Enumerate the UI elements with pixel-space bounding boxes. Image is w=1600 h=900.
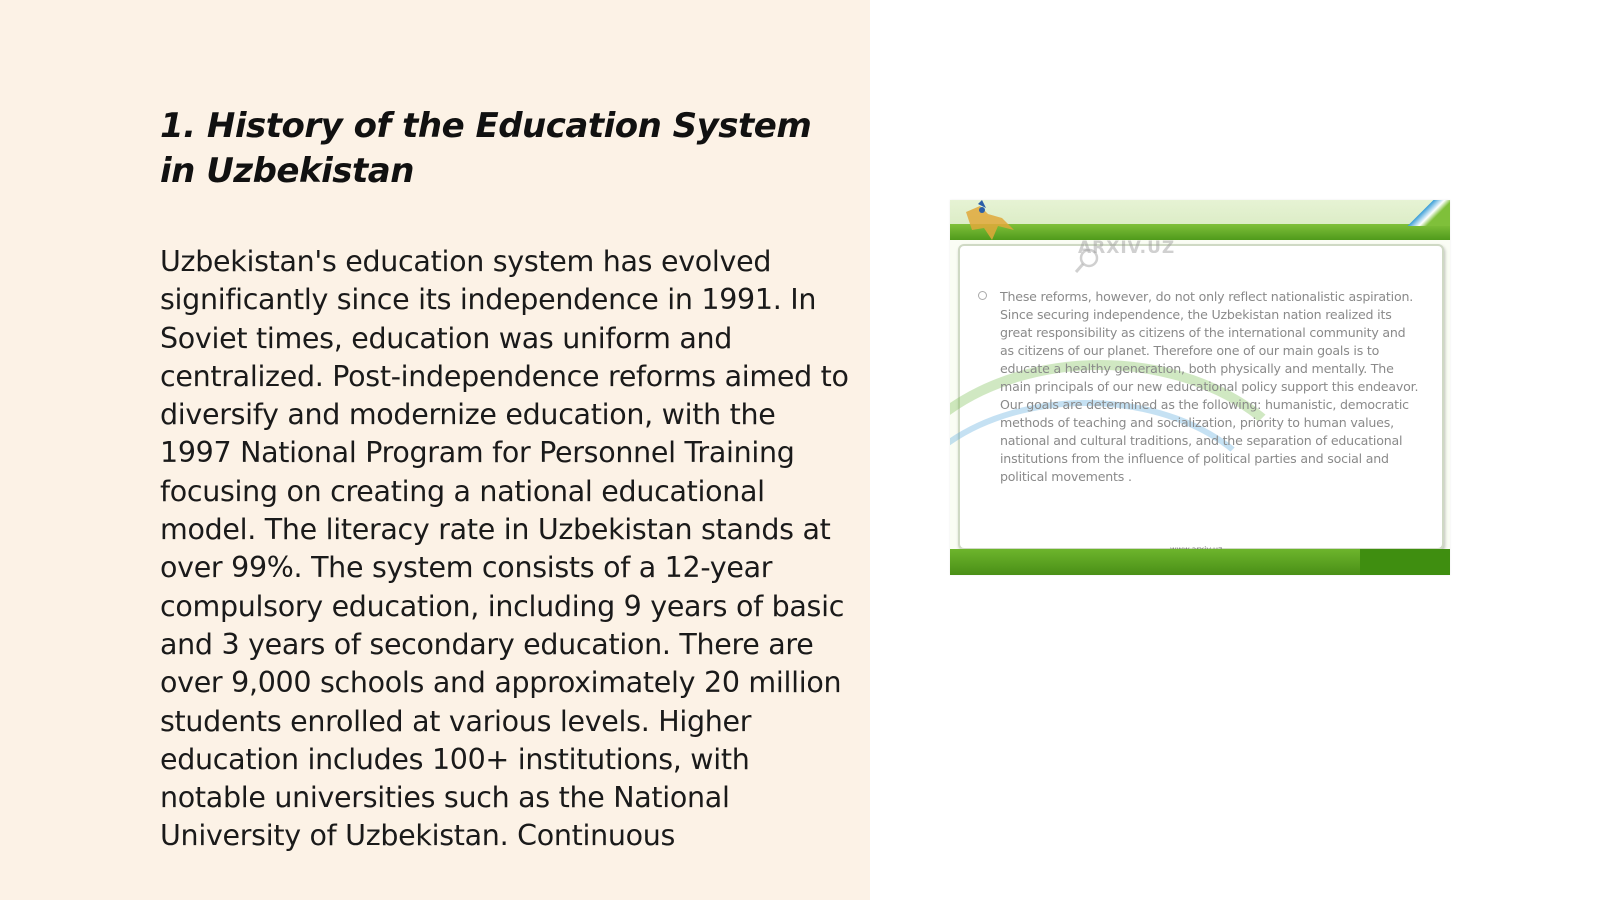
slide-title: 1. History of the Education System in Uzbekistan [160, 106, 812, 191]
embedded-slide-image [950, 200, 1450, 575]
image-bullet-icon [978, 291, 987, 300]
image-body-text: These reforms, however, do not only reflect nationalistic aspiration. Since securing independence, the Uzbekistan nation realized its great responsibility as citizens of the international community and as citizens of our planet. Therefore one of our main goals is to educate a healthy generation, both physically and mentally. The main principals of our new educational policy support this endeavor. Our goals are determined as the following: humanistic, democratic methods of teaching and socialization, priority to human values, national and cultural traditions, and the separation of educational institutions from the influence of political parties and social and political movements . [1000, 289, 1419, 484]
bird-logo-icon [958, 200, 1016, 246]
image-top-bar [950, 200, 1450, 226]
slide-body-text: Uzbekistan's education system has evolved significantly since its independence in 1991. In Soviet times, education was uniform and centralized. Post-independence reforms aimed to diversify and modernize education, with the 1997 National Program for Personnel Training focusing on creating a national educational model. The literacy rate in Uzbekistan stands at over 99%. The system consists of a 12-year compulsory education, including 9 years of basic and 3 years of secondary education. There are over 9,000 schools and approximately 20 million students enrolled at various levels. Higher education includes 100+ institutions, with notable universities such as the National University of Uzbekistan. Continuous [160, 245, 849, 853]
image-green-band [950, 224, 1450, 240]
image-bottom-right-block [1360, 549, 1450, 575]
image-watermark: ARXIV.UZ [1078, 238, 1176, 258]
image-corner-decoration [1398, 200, 1450, 226]
